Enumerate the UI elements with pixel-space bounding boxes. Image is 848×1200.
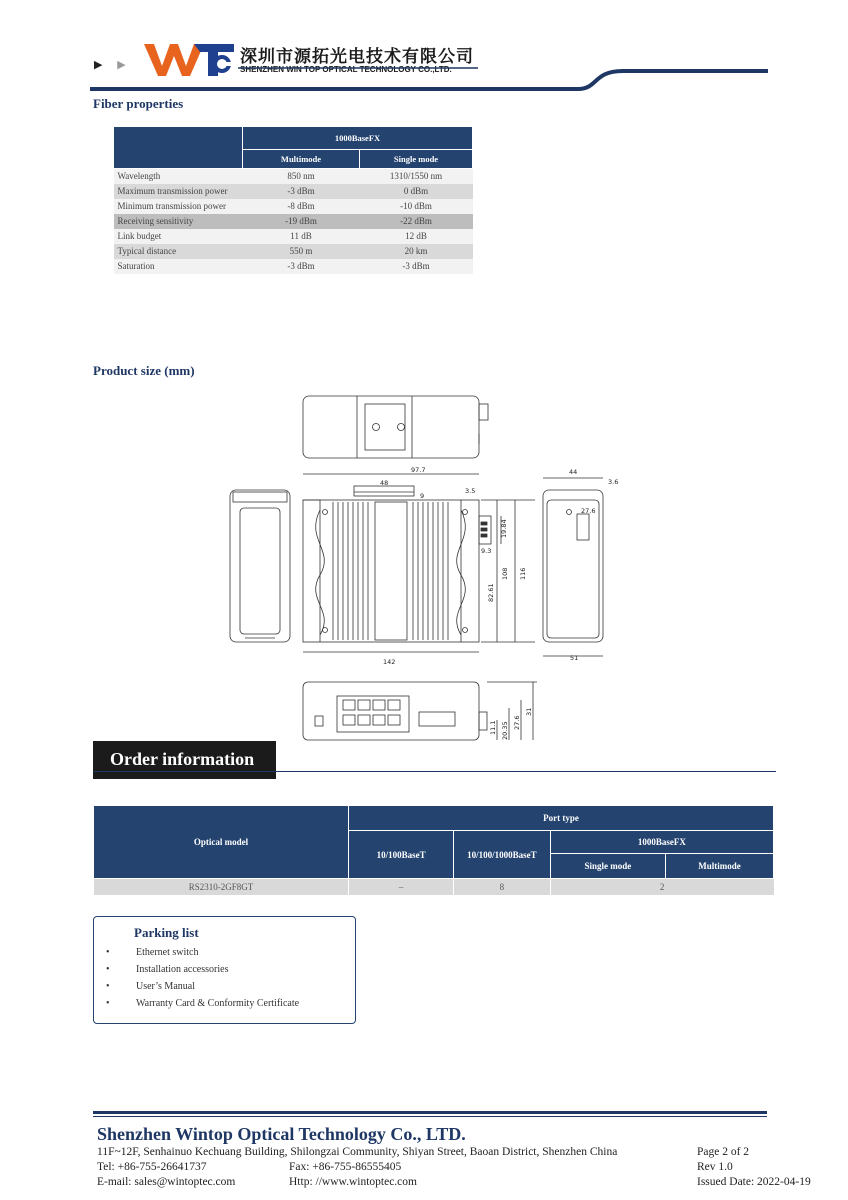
cell-1000fx: 2 [550,879,773,896]
table-row [114,229,473,244]
footer-rev: Rev 1.0 [697,1161,733,1173]
product-dimension-drawing [225,390,625,750]
cell-multi: 850 nm [243,169,360,185]
dim-108: 108 [501,567,509,580]
cell-multi: -3 dBm [243,184,360,199]
dim-116: 116 [519,567,527,580]
dim-27-6-bottom: 27.6 [513,715,521,730]
list-item [106,998,299,1009]
cell-multi: -19 dBm [243,214,360,229]
left-side-view [230,490,290,642]
cell-single: 20 km [360,244,473,259]
dim-27-6: 27.6 [581,507,596,515]
bullet: • [106,981,110,992]
footer-rule [93,1111,767,1114]
list-item-text: Warranty Card & Conformity Certificate [136,998,300,1009]
footer-rule-thin [93,1116,767,1117]
row-label: Typical distance [114,244,243,259]
table-row [114,214,473,229]
col-single-mode: Single mode [360,150,473,169]
fiber-properties-table [113,126,473,274]
footer-company: Shenzhen Wintop Optical Technology Co., LTD. [97,1124,466,1144]
front-view [303,474,535,652]
dim-51: 51 [570,654,579,662]
dim-20-35: 20.35 [501,721,509,740]
dim-82-61: 82.61 [487,583,495,602]
col-port-type: Port type [349,806,774,831]
col-multimode: Multimode [666,854,774,879]
cell-single: 1310/1550 nm [360,169,473,185]
cell-single: -10 dBm [360,199,473,214]
right-side-view [543,478,603,656]
table-corner [114,127,243,169]
row-label: Maximum transmission power [114,184,243,199]
list-item [106,981,195,992]
footer-page: Page 2 of 2 [697,1146,750,1158]
cell-model: RS2310-2GF8GT [94,879,349,896]
col-optical-model: Optical model [94,806,349,879]
dim-44: 44 [569,468,578,476]
list-item-text: Ethernet switch [136,947,199,958]
footer-tel: Tel: +86-755-26641737 [97,1161,207,1173]
product-size-title: Product size (mm) [93,363,195,378]
table-row [94,879,774,896]
footer-fax: Fax: +86-755-86555405 [289,1161,402,1173]
row-label: Receiving sensitivity [114,214,243,229]
header-arrows: ▶ ▶ [94,59,132,71]
footer-email[interactable]: E-mail: sales@wintoptec.com [97,1176,236,1188]
header-swoosh [88,58,770,94]
cell-single: 0 dBm [360,184,473,199]
footer-website[interactable]: Http: //www.wintoptec.com [289,1176,417,1188]
order-divider [93,771,776,772]
packing-list-title: Parking list [134,925,199,940]
dim-3-6: 3.6 [608,478,619,486]
dim-97-7: 97.7 [411,466,426,474]
cell-multi: 550 m [243,244,360,259]
cell-single: 12 dB [360,229,473,244]
cell-10-100: – [349,879,454,896]
list-item [106,964,228,975]
bullet: • [106,947,110,958]
cell-multi: -3 dBm [243,259,360,274]
dim-48: 48 [380,479,389,487]
dim-9: 9 [420,492,425,500]
dim-142: 142 [383,658,396,666]
table-row [114,259,473,274]
order-table [93,805,774,895]
cell-multi: -8 dBm [243,199,360,214]
footer-address: 11F~12F, Senhainuo Kechuang Building, Shilongzai Community, Shiyan Street, Baoan District, Shenzhen China [97,1146,618,1158]
fiber-properties-title: Fiber properties [93,96,184,111]
dim-9-3: 9.3 [481,547,492,555]
order-information-title: Order information [110,749,255,769]
table-row [114,169,473,185]
top-view [303,396,488,458]
col-1000basefx: 1000BaseFX [550,831,773,854]
col-10-100-1000-baset: 10/100/1000BaseT [454,831,551,879]
cell-single: -22 dBm [360,214,473,229]
list-item [106,947,198,958]
company-cn-name: 深圳市源拓光电技术有限公司 [240,47,474,67]
table-row [114,244,473,259]
row-label: Link budget [114,229,243,244]
footer-issued-date: Issued Date: 2022-04-19 [697,1176,811,1188]
fiber-group-header: 1000BaseFX [243,127,473,150]
row-label: Saturation [114,259,243,274]
table-row [114,199,473,214]
col-single-mode: Single mode [550,854,665,879]
row-label: Minimum transmission power [114,199,243,214]
bullet: • [106,964,110,975]
company-en-name: SHENZHEN WIN TOP OPTICAL TECHNOLOGY CO.,LTD. [240,65,452,74]
col-10-100-baset: 10/100BaseT [349,831,454,879]
dim-19-84: 19.84 [500,519,508,538]
dim-11-1: 11.1 [489,720,497,735]
row-label: Wavelength [114,169,243,185]
cell-multi: 11 dB [243,229,360,244]
bullet: • [106,998,110,1009]
table-row [114,184,473,199]
col-multimode: Multimode [243,150,360,169]
dim-31: 31 [525,707,533,716]
dim-3-5: 3.5 [465,487,476,495]
list-item-text: Installation accessories [136,964,229,975]
cell-10-100-1000: 8 [454,879,551,896]
cell-single: -3 dBm [360,259,473,274]
list-item-text: User’s Manual [136,981,195,992]
